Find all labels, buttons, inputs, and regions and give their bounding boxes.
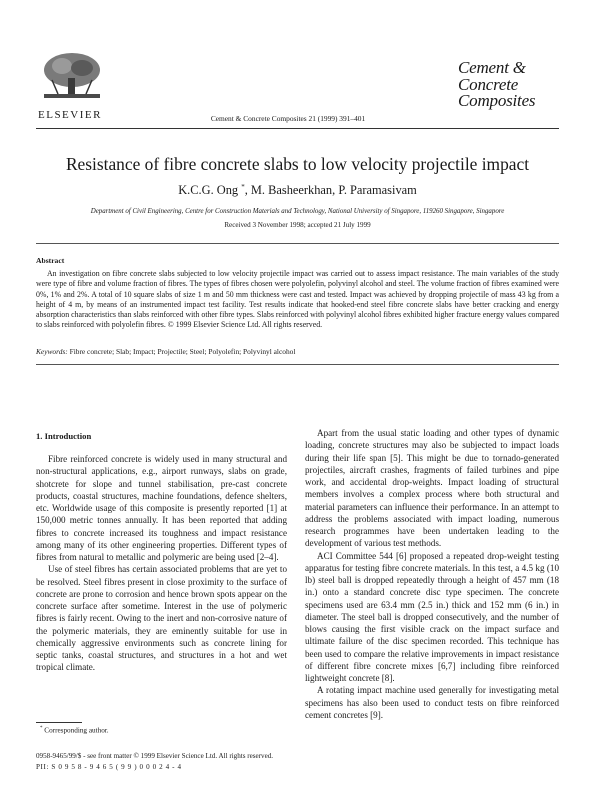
header-divider xyxy=(36,128,559,129)
journal-title-line: Composites xyxy=(458,91,536,110)
paragraph: Use of steel fibres has certain associated problems that are yet to be resolved. Steel fibres present in close proximity to the surface of concrete are prone to corrosion and hence brown spots appear on the concrete surface after sometime. Interest in the use of polymeric fibres is fairly recent. Owing to the inert and non-corrosive nature of the polymeric materials, they are eminently suitable for use in chemically aggressive environments such as concrete lining for septic tanks, coastal structures, and structures in a hot and wet tropical climate. xyxy=(36,564,287,673)
journal-title-line: Cement & xyxy=(458,58,526,77)
paragraph: Fibre reinforced concrete is widely used in many structural and non-structural applications, e.g., airport runways, slabs on grade, shotcrete for slope and tunnel stabilisation, pre-cast concrete products, coastal structures, machine foundations, defence shelters, etc. Worldwide usage of this composite is presently reported [1] at 150,000 metric tonnes annually. It has been reported that adding fibres to concrete increased its toughness and impact resistance among many of its other engineering properties. Different types of fibres from natural to metallic and polymeric are being used [2–4]. xyxy=(36,454,287,562)
author-rest: , M. Basheerkhan, P. Paramasivam xyxy=(244,183,417,198)
journal-title-line: Concrete xyxy=(458,74,519,94)
keywords-label: Keywords: xyxy=(36,347,68,356)
publisher-name: ELSEVIER xyxy=(38,109,102,121)
paragraph: A rotating impact machine used generally for investigating metal specimens has also been used to conduct tests on fibre reinforced cement concretes [9]. xyxy=(305,685,559,720)
paragraph: Apart from the usual static loading and other types of dynamic loading, concrete structures may also be subjected to impact loads during their life span [5]. This might be due to tornado-generated projectiles, aircraft crashes, fragments of failed turbines and pipe work, and accidental drop-weights. Impact loading of structural members involves a complex process where both structural and material parameters can influence their performance. In an attempt to address the problems associated with impact loading, numerous research programmes have been undertaken leading to the development of various test methods. xyxy=(305,428,559,549)
authors-text xyxy=(178,183,417,197)
author-first: K.C.G. Ong xyxy=(178,183,242,198)
keywords-line xyxy=(36,347,559,356)
abstract-divider-top xyxy=(36,243,559,244)
abstract-divider-bottom xyxy=(36,364,559,365)
footnote-divider xyxy=(36,722,82,723)
journal-citation: Cement & Concrete Composites 21 (1999) 391–401 xyxy=(210,114,366,123)
publisher-logo xyxy=(38,50,108,121)
issn-line: 0958-9465/99/$ - see front matter © 1999 Elsevier Science Ltd. All rights reserved. xyxy=(36,752,274,760)
section-heading: 1. Introduction xyxy=(36,431,92,441)
footnote xyxy=(40,726,109,734)
author-list xyxy=(36,183,559,198)
affiliation: Department of Civil Engineering, Centre for Construction Materials and Technology, National University of Singapore, 119260 Singapore, Singapore xyxy=(90,208,505,215)
author-mark: * xyxy=(241,183,245,191)
article-title: Resistance of fibre concrete slabs to low velocity projectile impact xyxy=(65,154,530,174)
journal-title xyxy=(458,60,568,110)
paragraph: ACI Committee 544 [6] proposed a repeated drop-weight testing apparatus for testing fibre concrete materials. In this test, a 4.5 kg (10 lb) steel ball is dropped repeatedly through a height of 457 mm (18 in.) onto a standard concrete disc type specimen. The concrete specimens used are 63.4 mm (2.5 in.) thick and 152 mm (6 in.) in diameter. The steel ball is dropped consecutively, and the number of blows causing the first visible crack on the impact surface and ultimate failure of the disc specimen recorded. This technique has been used to compare the relative improvements in impact resistance of different fibre concrete mixes [6,7] including fibre reinforced lightweight concrete [8]. xyxy=(305,550,559,683)
footnote-text: Corresponding author. xyxy=(44,726,109,735)
elsevier-tree-icon xyxy=(38,50,106,102)
pii-line: PII: S 0 9 5 8 - 9 4 6 5 ( 9 9 ) 0 0 0 2 4 - 4 xyxy=(36,763,182,771)
left-column xyxy=(36,453,287,674)
footnote-mark: * xyxy=(40,726,43,731)
received-dates: Received 3 November 1998; accepted 21 July 1999 xyxy=(224,221,371,229)
abstract-text: An investigation on fibre concrete slabs subjected to low velocity projectile impact was carried out to assess impact resistance. The main variables of the study were type of fibre and volume fraction of fibres. The types of fibres chosen were polyolefin, polyvinyl alcohol and steel. The volume fraction of fibres examined were 0%, 1% and 2%. A total of 10 square slabs of size 1 m and 50 mm thickness were cast and tested. Impact was achieved by dropping projectile of mass 43 kg from a height of 4 m, by means of an instrumented impact test facility. Test results indicate that hooked-end steel fibre concrete slabs have better cracking and energy absorption characteristics than slabs reinforced with other fibre types. Slabs reinforced with polyvinyl alcohol fibres exhibited higher fracture energy values compared to slabs reinforced with polyolefin fibres. © 1999 Elsevier Science Ltd. All rights reserved. xyxy=(36,269,559,330)
abstract-heading: Abstract xyxy=(36,256,65,265)
keywords-text: Fibre concrete; Slab; Impact; Projectile; Steel; Polyolefin; Polyvinyl alcohol xyxy=(69,347,296,356)
right-column xyxy=(305,427,559,721)
